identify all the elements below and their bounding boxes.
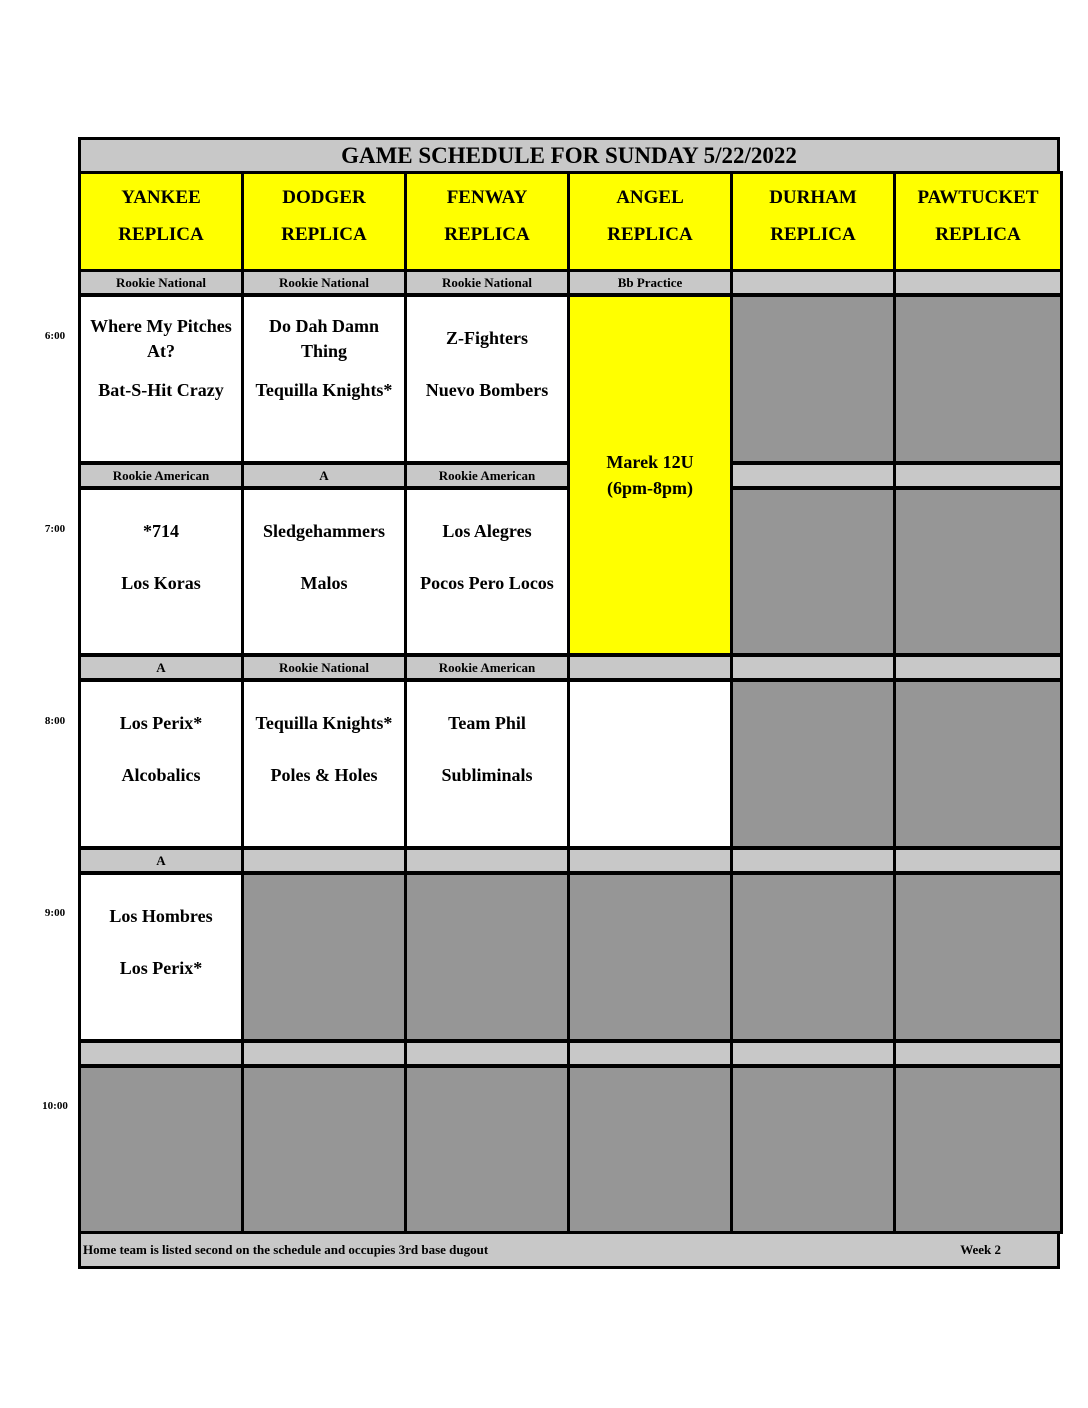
field-name: PAWTUCKET bbox=[917, 187, 1039, 208]
division-band bbox=[730, 269, 896, 296]
away-team: Tequilla Knights* bbox=[255, 713, 393, 733]
unused-slot bbox=[730, 487, 896, 656]
division-band bbox=[730, 1040, 896, 1067]
field-header-yankee bbox=[78, 171, 244, 272]
practice-time: (6pm-8pm) bbox=[607, 478, 693, 498]
unused-slot bbox=[730, 294, 896, 464]
unused-slot bbox=[893, 487, 1063, 656]
schedule-title: GAME SCHEDULE FOR SUNDAY 5/22/2022 bbox=[78, 137, 1060, 174]
practice-block[interactable] bbox=[567, 294, 733, 656]
week-label: Week 2 bbox=[960, 1242, 1001, 1257]
away-team: Do Dah Damn Thing bbox=[268, 315, 379, 361]
home-team: Nuevo Bombers bbox=[425, 380, 549, 400]
field-header-dodger bbox=[241, 171, 407, 272]
home-team: Los Koras bbox=[121, 573, 201, 593]
field-type: REPLICA bbox=[770, 224, 856, 245]
home-team: Tequilla Knights* bbox=[255, 380, 393, 400]
division-band bbox=[893, 462, 1063, 489]
division-band: A bbox=[78, 654, 244, 681]
division-band: Rookie American bbox=[404, 462, 570, 489]
division-band: A bbox=[78, 847, 244, 874]
away-team: Los Hombres bbox=[109, 906, 213, 926]
division-band: Rookie National bbox=[78, 269, 244, 296]
division-band bbox=[567, 1040, 733, 1067]
field-header-angel bbox=[567, 171, 733, 272]
unused-slot bbox=[241, 872, 407, 1042]
field-type: REPLICA bbox=[118, 224, 204, 245]
game-cell[interactable] bbox=[241, 487, 407, 656]
unused-slot bbox=[404, 1065, 570, 1234]
home-team: Malos bbox=[300, 573, 348, 593]
time-label: 9:00 bbox=[44, 907, 66, 919]
away-team: Z-Fighters bbox=[446, 328, 528, 348]
unused-slot bbox=[78, 1065, 244, 1234]
field-name: DURHAM bbox=[769, 187, 857, 208]
home-team: Alcobalics bbox=[121, 765, 201, 785]
field-name: YANKEE bbox=[121, 187, 201, 208]
division-band: Rookie American bbox=[404, 654, 570, 681]
unused-slot bbox=[404, 872, 570, 1042]
unused-slot bbox=[567, 872, 733, 1042]
field-type: REPLICA bbox=[607, 224, 693, 245]
division-band: A bbox=[241, 462, 407, 489]
open-slot bbox=[567, 679, 733, 849]
division-band: Rookie National bbox=[241, 654, 407, 681]
division-band bbox=[567, 654, 733, 681]
unused-slot bbox=[893, 1065, 1063, 1234]
footer-note: Home team is listed second on the schedule and occupies 3rd base dugout bbox=[83, 1242, 489, 1257]
division-band bbox=[893, 269, 1063, 296]
away-team: *714 bbox=[143, 521, 179, 541]
home-team: Los Perix* bbox=[119, 958, 203, 978]
home-team: Poles & Holes bbox=[270, 765, 378, 785]
field-type: REPLICA bbox=[935, 224, 1021, 245]
division-band bbox=[78, 1040, 244, 1067]
time-label: 7:00 bbox=[44, 523, 66, 535]
home-team: Bat-S-Hit Crazy bbox=[98, 380, 224, 400]
game-cell[interactable] bbox=[78, 872, 244, 1042]
time-label: 6:00 bbox=[44, 330, 66, 342]
game-cell[interactable] bbox=[404, 294, 570, 464]
division-band bbox=[567, 847, 733, 874]
game-cell[interactable] bbox=[78, 487, 244, 656]
time-label: 10:00 bbox=[42, 1100, 68, 1112]
division-band: Rookie National bbox=[241, 269, 407, 296]
game-cell[interactable] bbox=[78, 294, 244, 464]
field-header-fenway bbox=[404, 171, 570, 272]
game-cell[interactable] bbox=[241, 294, 407, 464]
home-team: Subliminals bbox=[441, 765, 533, 785]
field-header-pawtucket bbox=[893, 171, 1063, 272]
division-band bbox=[893, 1040, 1063, 1067]
away-team: Team Phil bbox=[448, 713, 526, 733]
unused-slot bbox=[730, 1065, 896, 1234]
division-band bbox=[893, 654, 1063, 681]
game-cell[interactable] bbox=[404, 487, 570, 656]
division-band bbox=[241, 847, 407, 874]
field-name: FENWAY bbox=[446, 187, 528, 208]
practice-team: Marek 12U bbox=[606, 452, 694, 472]
time-label: 8:00 bbox=[44, 715, 66, 727]
division-band: Bb Practice bbox=[567, 269, 733, 296]
unused-slot bbox=[893, 294, 1063, 464]
division-band bbox=[241, 1040, 407, 1067]
division-band: Rookie National bbox=[404, 269, 570, 296]
schedule-footer bbox=[78, 1231, 1060, 1269]
field-name: DODGER bbox=[282, 187, 366, 208]
division-band bbox=[730, 847, 896, 874]
unused-slot bbox=[893, 872, 1063, 1042]
home-team: Pocos Pero Locos bbox=[420, 573, 554, 593]
unused-slot bbox=[567, 1065, 733, 1234]
game-cell[interactable] bbox=[404, 679, 570, 849]
away-team: Los Alegres bbox=[442, 521, 532, 541]
game-cell[interactable] bbox=[241, 679, 407, 849]
division-band bbox=[404, 847, 570, 874]
division-band: Rookie American bbox=[78, 462, 244, 489]
division-band bbox=[730, 654, 896, 681]
field-type: REPLICA bbox=[444, 224, 530, 245]
unused-slot bbox=[730, 679, 896, 849]
away-team: Los Perix* bbox=[119, 713, 203, 733]
division-band bbox=[730, 462, 896, 489]
division-band bbox=[404, 1040, 570, 1067]
away-team: Where My Pitches At? bbox=[90, 315, 232, 361]
unused-slot bbox=[893, 679, 1063, 849]
field-name: ANGEL bbox=[616, 187, 684, 208]
division-band bbox=[893, 847, 1063, 874]
unused-slot bbox=[241, 1065, 407, 1234]
game-cell[interactable] bbox=[78, 679, 244, 849]
field-type: REPLICA bbox=[281, 224, 367, 245]
away-team: Sledgehammers bbox=[263, 521, 385, 541]
unused-slot bbox=[730, 872, 896, 1042]
field-header-durham bbox=[730, 171, 896, 272]
